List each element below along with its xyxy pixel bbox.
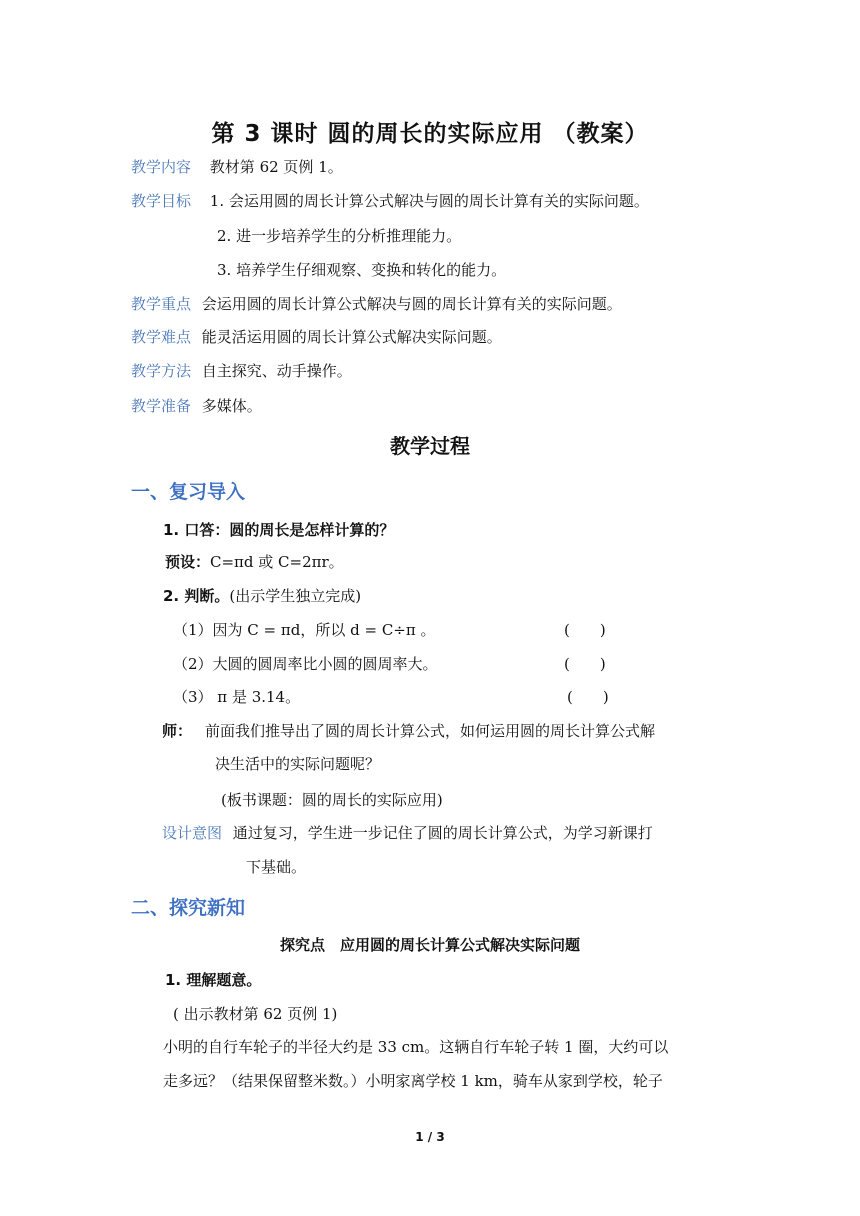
answer-bracket: ( ): [564, 655, 606, 673]
teacher-text: 前面我们推导出了圆的周长计算公式，如何运用圆的周长计算公式解: [205, 722, 656, 740]
question-2: [163, 585, 361, 606]
teacher-text: 决生活中的实际问题呢？: [215, 755, 381, 773]
preset-value: C=πd 或 C=2πr。: [210, 553, 344, 571]
difficulty-value: 能灵活运用圆的周长计算公式解决实际问题。: [201, 328, 502, 346]
page-title: 第 3 课时 圆的周长的实际应用 （教案）: [211, 121, 649, 147]
difficulty-row: [131, 326, 502, 347]
board-note: (板书课题：圆的周长的实际应用): [221, 791, 443, 809]
question-2-note: (出示学生独立完成): [229, 587, 362, 605]
teacher-label: 师：: [162, 722, 193, 740]
design-text: 通过复习，学生进一步记住了圆的周长计算公式，为学习新课打: [232, 824, 653, 842]
design-text: 下基础。: [246, 858, 307, 876]
judgement-item: （3） π 是 3.14。: [173, 688, 301, 706]
example-text: 小明的自行车轮子的半径大约是 33 cm。这辆自行车轮子转 1 圈，大约可以: [163, 1038, 669, 1056]
step-1: 1. 理解题意。: [165, 971, 262, 989]
key-label: 教学重点: [131, 295, 192, 313]
content-label: 教学内容: [131, 158, 192, 176]
key-value: 会运用圆的周长计算公式解决与圆的周长计算有关的实际问题。: [201, 295, 622, 313]
method-label: 教学方法: [131, 362, 192, 380]
section2-heading: 二、探究新知: [131, 897, 246, 919]
goals-label: 教学目标: [131, 192, 192, 210]
question-2-label: 2. 判断。: [163, 587, 230, 605]
goal-item: 2. 进一步培养学生的分析推理能力。: [217, 227, 462, 245]
section1-heading: 一、复习导入: [131, 481, 246, 503]
process-title: 教学过程: [390, 434, 470, 458]
preset-row: [165, 551, 344, 572]
prep-value: 多媒体。: [201, 397, 262, 415]
prep-row: [131, 395, 262, 416]
exploration-subheading: 探究点 应用圆的周长计算公式解决实际问题: [279, 936, 580, 954]
difficulty-label: 教学难点: [131, 328, 192, 346]
example-text: 走多远？（结果保留整米数。）小明家离学校 1 km，骑车从家到学校，轮子: [163, 1072, 663, 1090]
preset-label: 预设：: [165, 553, 211, 571]
key-row: [131, 293, 622, 314]
content-row: [131, 156, 343, 177]
goal-item: 3. 培养学生仔细观察、变换和转化的能力。: [217, 261, 507, 279]
goals-row: [131, 190, 649, 211]
design-row: [162, 822, 653, 843]
method-row: [131, 360, 352, 381]
answer-bracket: ( ): [564, 621, 606, 639]
answer-bracket: ( ): [567, 688, 609, 706]
design-label: 设计意图: [162, 824, 223, 842]
method-value: 自主探究、动手操作。: [201, 362, 352, 380]
judgement-item: （1）因为 C = πd，所以 d = C÷π 。: [173, 621, 436, 639]
content-value: 教材第 62 页例 1。: [209, 158, 343, 176]
page-number: 1 / 3: [415, 1130, 445, 1144]
judgement-item: （2）大圆的圆周率比小圆的圆周率大。: [173, 655, 438, 673]
goal-item: 1. 会运用圆的周长计算公式解决与圆的周长计算有关的实际问题。: [209, 192, 649, 210]
question-1: 1. 口答：圆的周长是怎样计算的？: [163, 521, 395, 539]
textbook-note: ( 出示教材第 62 页例 1): [173, 1005, 338, 1023]
prep-label: 教学准备: [131, 397, 192, 415]
